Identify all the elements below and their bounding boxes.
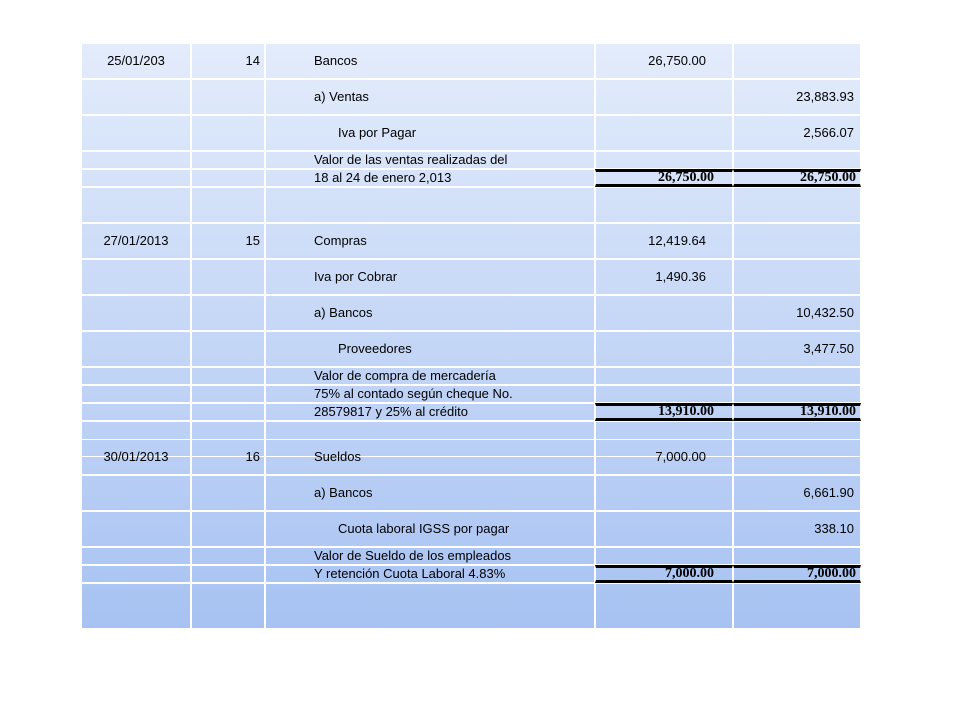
ledger-row [81, 331, 861, 367]
entry-number-cell [191, 385, 265, 403]
description-cell: a) Bancos [265, 475, 595, 511]
date-cell: 25/01/203 [81, 43, 191, 79]
date-cell: 30/01/2013 [81, 439, 191, 475]
description-cell: 75% al contado según cheque No. [265, 385, 595, 403]
date-cell [81, 79, 191, 115]
description-cell: Valor de Sueldo de los empleados [265, 547, 595, 565]
credit-cell [733, 259, 861, 295]
credit-cell [733, 223, 861, 259]
credit-cell: 3,477.50 [733, 331, 861, 367]
description-cell: Y retención Cuota Laboral 4.83% [265, 565, 595, 583]
debit-cell [595, 115, 733, 151]
credit-cell: 338.10 [733, 511, 861, 547]
ledger-row [81, 547, 861, 565]
credit-cell: 6,661.90 [733, 475, 861, 511]
ledger-row [81, 79, 861, 115]
description-cell [265, 583, 595, 629]
entry-number-cell [191, 187, 265, 223]
entry-number-cell [191, 547, 265, 565]
debit-cell [595, 511, 733, 547]
credit-cell [733, 439, 861, 475]
date-cell [81, 151, 191, 169]
date-cell [81, 295, 191, 331]
date-cell: 27/01/2013 [81, 223, 191, 259]
credit-cell: 7,000.00 [733, 565, 861, 583]
date-cell [81, 385, 191, 403]
debit-cell [595, 547, 733, 565]
ledger-row [81, 403, 861, 421]
entry-number-cell [191, 259, 265, 295]
entry-number-cell [191, 367, 265, 385]
debit-cell: 12,419.64 [595, 223, 733, 259]
debit-cell [595, 79, 733, 115]
debit-cell [595, 331, 733, 367]
description-cell: a) Bancos [265, 295, 595, 331]
entry-number-cell [191, 403, 265, 421]
entry-number-cell [191, 169, 265, 187]
debit-cell: 26,750.00 [595, 169, 733, 187]
description-cell: Sueldos [265, 439, 595, 475]
date-cell [81, 115, 191, 151]
ledger-row [81, 115, 861, 151]
debit-cell [595, 475, 733, 511]
date-cell [81, 547, 191, 565]
entry-number-cell [191, 583, 265, 629]
ledger-row [81, 295, 861, 331]
ledger-row [81, 511, 861, 547]
credit-cell [733, 151, 861, 169]
date-cell [81, 367, 191, 385]
entry-number-cell [191, 565, 265, 583]
description-cell [265, 187, 595, 223]
ledger-row [81, 151, 861, 169]
ledger-row [81, 475, 861, 511]
debit-cell: 7,000.00 [595, 439, 733, 475]
credit-cell [733, 367, 861, 385]
debit-cell [595, 385, 733, 403]
ledger-row [81, 187, 861, 223]
credit-cell [733, 547, 861, 565]
debit-cell: 13,910.00 [595, 403, 733, 421]
ledger-row [81, 367, 861, 385]
date-cell [81, 259, 191, 295]
entry-number-cell [191, 295, 265, 331]
description-cell: a) Ventas [265, 79, 595, 115]
date-cell [81, 187, 191, 223]
ledger-row [81, 259, 861, 295]
description-cell: Bancos [265, 43, 595, 79]
credit-cell: 13,910.00 [733, 403, 861, 421]
description-cell: Proveedores [265, 331, 595, 367]
date-cell [81, 511, 191, 547]
credit-cell [733, 583, 861, 629]
ledger-row [81, 223, 861, 259]
debit-cell: 1,490.36 [595, 259, 733, 295]
entry-number-cell: 15 [191, 223, 265, 259]
debit-cell [595, 583, 733, 629]
description-cell: 28579817 y 25% al crédito [265, 403, 595, 421]
date-cell [81, 565, 191, 583]
credit-cell [733, 385, 861, 403]
ledger-row [81, 385, 861, 403]
description-cell: Iva por Cobrar [265, 259, 595, 295]
credit-cell: 23,883.93 [733, 79, 861, 115]
date-cell [81, 583, 191, 629]
ledger-row [81, 439, 861, 475]
description-cell: Iva por Pagar [265, 115, 595, 151]
credit-cell [733, 43, 861, 79]
ledger-row [81, 43, 861, 79]
debit-cell: 7,000.00 [595, 565, 733, 583]
journal-ledger-table [80, 42, 862, 630]
description-cell: Cuota laboral IGSS por pagar [265, 511, 595, 547]
entry-number-cell [191, 331, 265, 367]
entry-number-cell [191, 79, 265, 115]
credit-cell: 26,750.00 [733, 169, 861, 187]
ledger-row [81, 583, 861, 629]
entry-number-cell [191, 511, 265, 547]
debit-cell [595, 151, 733, 169]
credit-cell [733, 187, 861, 223]
description-cell: 18 al 24 de enero 2,013 [265, 169, 595, 187]
description-cell: Compras [265, 223, 595, 259]
entry-number-cell [191, 115, 265, 151]
credit-cell: 10,432.50 [733, 295, 861, 331]
description-cell: Valor de compra de mercadería [265, 367, 595, 385]
ledger-row [81, 169, 861, 187]
debit-cell [595, 187, 733, 223]
date-cell [81, 475, 191, 511]
debit-cell: 26,750.00 [595, 43, 733, 79]
credit-cell: 2,566.07 [733, 115, 861, 151]
entry-number-cell: 14 [191, 43, 265, 79]
entry-number-cell [191, 151, 265, 169]
ledger-row [81, 565, 861, 583]
entry-number-cell: 16 [191, 439, 265, 475]
date-cell [81, 331, 191, 367]
date-cell [81, 169, 191, 187]
description-cell: Valor de las ventas realizadas del [265, 151, 595, 169]
debit-cell [595, 295, 733, 331]
debit-cell [595, 367, 733, 385]
entry-number-cell [191, 475, 265, 511]
date-cell [81, 403, 191, 421]
